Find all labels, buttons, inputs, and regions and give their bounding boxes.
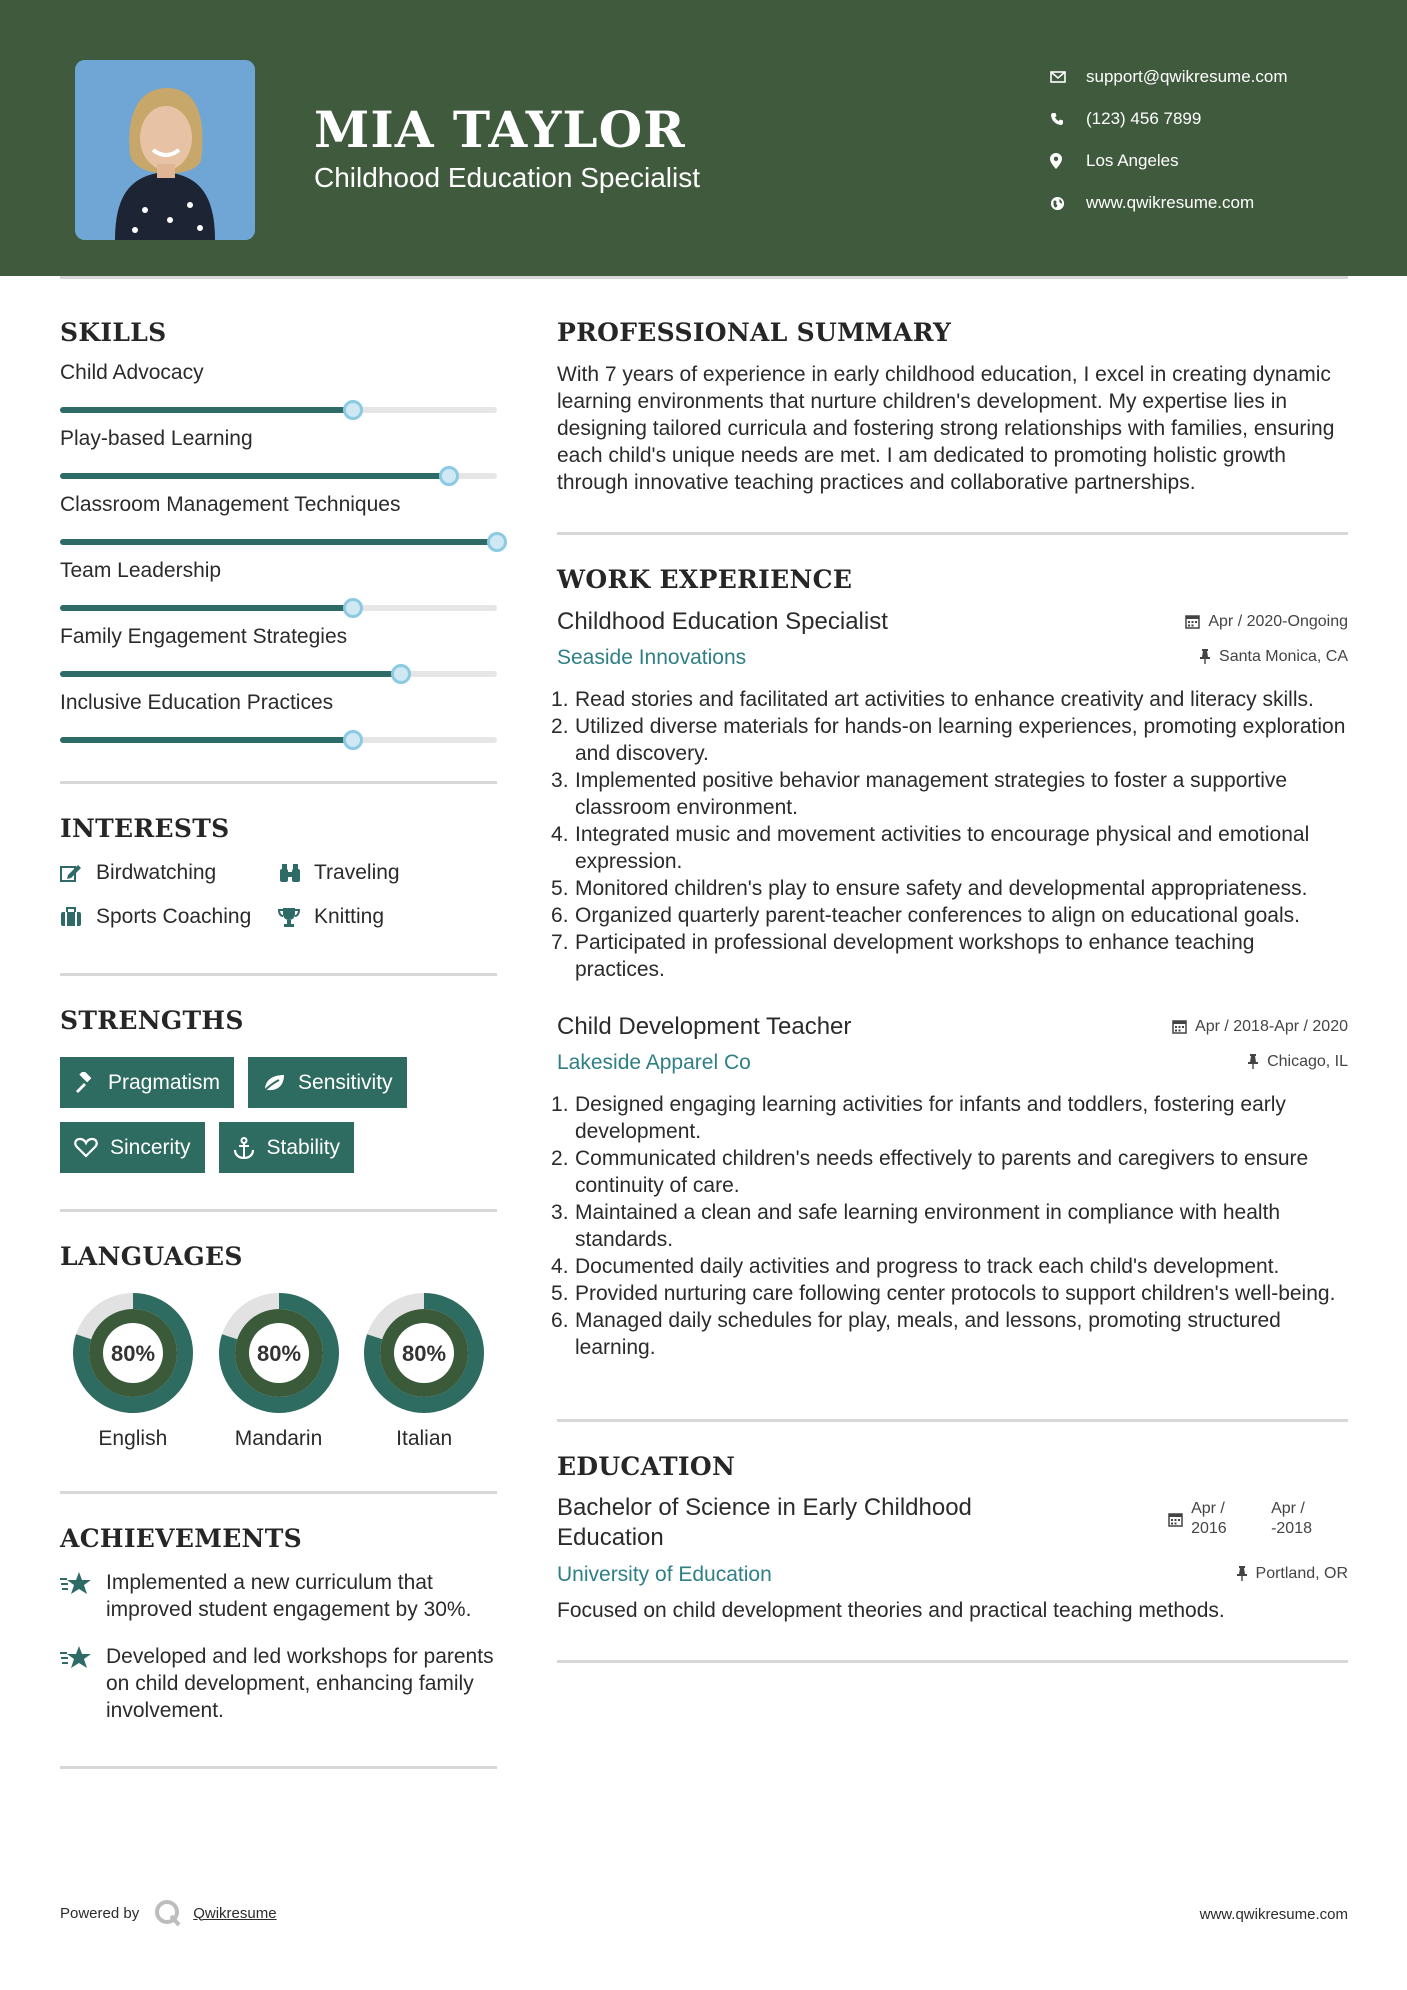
job-bullet: Implemented positive behavior management strategies to foster a supportive classroom environment. xyxy=(575,769,1288,819)
language-item xyxy=(351,1293,497,1451)
education-date-end-year: -2018 xyxy=(1271,1520,1312,1537)
contact-location-text: Los Angeles xyxy=(1086,151,1179,170)
skills-section xyxy=(60,318,497,743)
contact-location xyxy=(1050,140,1288,182)
education-date-start-year: 2016 xyxy=(1191,1520,1227,1537)
skill-bar-fill xyxy=(60,473,449,479)
work-section xyxy=(557,565,1348,1361)
skill-bar-handle xyxy=(343,400,363,420)
language-name: Mandarin xyxy=(234,1427,323,1450)
company-name: Seaside Innovations xyxy=(557,646,747,669)
interest-item xyxy=(278,861,497,885)
degree-title-line: Education xyxy=(557,1524,664,1551)
job-bullet: Provided nurturing care following center protocols to support children's well-being. xyxy=(575,1282,1336,1305)
job-bullet: Designed engaging learning activities for infants and toddlers, fostering early development. xyxy=(575,1093,1286,1143)
skill-bar-handle xyxy=(391,664,411,684)
section-divider xyxy=(60,1766,497,1769)
achievements-section xyxy=(60,1524,497,1724)
trophy-icon xyxy=(278,907,314,927)
footer-powered-by xyxy=(60,1898,277,1928)
mail-icon xyxy=(1050,71,1086,83)
achievement-text: Implemented a new curriculum that improved student engagement by 30%. xyxy=(106,1571,472,1621)
powered-by-label: Powered by xyxy=(60,1904,140,1922)
strength-label: Pragmatism xyxy=(108,1070,221,1094)
star-award-icon xyxy=(60,1643,106,1724)
achievements-heading: ACHIEVEMENTS xyxy=(60,1524,302,1553)
left-column xyxy=(60,318,497,1769)
briefcase-icon xyxy=(60,907,96,927)
skill-item xyxy=(60,691,497,743)
education-description: Focused on child development theories and practical teaching methods. xyxy=(557,1599,1225,1622)
strength-tag xyxy=(219,1122,355,1173)
skill-bar xyxy=(60,605,497,611)
strengths-heading: STRENGTHS xyxy=(60,1006,244,1035)
language-proficiency-ring xyxy=(219,1293,339,1413)
interest-label: Birdwatching xyxy=(96,861,217,884)
skills-heading: SKILLS xyxy=(60,318,167,347)
pushpin-icon xyxy=(1236,1566,1248,1581)
skill-bar-fill xyxy=(60,539,497,545)
strength-tag xyxy=(60,1057,234,1108)
job-bullets xyxy=(557,1091,1348,1361)
achievement-text: Developed and led workshops for parents on child development, enhancing family involvement. xyxy=(106,1645,494,1722)
interest-label: Sports Coaching xyxy=(96,905,252,928)
section-divider xyxy=(557,1419,1348,1422)
contact-website-text: www.qwikresume.com xyxy=(1086,193,1255,212)
contact-website[interactable] xyxy=(1050,182,1288,224)
interest-item xyxy=(278,905,497,929)
strength-label: Sincerity xyxy=(110,1135,191,1159)
strengths-section xyxy=(60,1006,497,1173)
education-date-end: Apr / xyxy=(1271,1500,1305,1517)
job-location xyxy=(1199,648,1348,666)
job-bullet: Maintained a clean and safe learning environment in compliance with health standards. xyxy=(575,1201,1281,1251)
job-date-text: Apr / 2018-Apr / 2020 xyxy=(1195,1017,1348,1035)
profile-photo xyxy=(75,60,255,240)
interests-heading: INTERESTS xyxy=(60,814,230,843)
qwikresume-link[interactable]: Qwikresume xyxy=(193,1904,277,1922)
section-divider xyxy=(60,1209,497,1212)
job-location xyxy=(1247,1053,1348,1071)
star-award-icon xyxy=(60,1569,106,1623)
contact-phone[interactable] xyxy=(1050,98,1288,140)
skill-label: Child Advocacy xyxy=(60,361,204,384)
school-name: University of Education xyxy=(557,1563,772,1586)
skill-bar-handle xyxy=(487,532,507,552)
degree-title xyxy=(557,1493,972,1553)
job-date xyxy=(1185,613,1348,631)
gavel-icon xyxy=(74,1072,96,1094)
skill-bar-handle xyxy=(439,466,459,486)
language-percent: 80% xyxy=(110,1341,155,1366)
language-percent: 80% xyxy=(402,1341,447,1366)
strength-label: Sensitivity xyxy=(298,1070,393,1094)
skill-bar-fill xyxy=(60,671,401,677)
globe-icon xyxy=(1050,196,1086,211)
skill-item xyxy=(60,427,497,479)
resume-header xyxy=(0,0,1407,276)
summary-heading: PROFESSIONAL SUMMARY xyxy=(557,318,952,347)
job-bullet: Managed daily schedules for play, meals, and lessons, promoting structured learning. xyxy=(575,1309,1281,1359)
strengths-list xyxy=(60,1057,497,1173)
job-location-text: Chicago, IL xyxy=(1267,1052,1348,1070)
language-proficiency-ring xyxy=(364,1293,484,1413)
job-bullet: Participated in professional development workshops to enhance teaching practices. xyxy=(575,931,1255,981)
contact-email-text: support@qwikresume.com xyxy=(1086,67,1288,86)
skill-item xyxy=(60,559,497,611)
strength-tag xyxy=(60,1122,205,1173)
candidate-title: Childhood Education Specialist xyxy=(314,162,701,193)
section-divider xyxy=(557,1660,1348,1663)
contact-list xyxy=(1050,56,1288,224)
contact-email[interactable] xyxy=(1050,56,1288,98)
summary-section xyxy=(557,318,1348,496)
job-bullet: Communicated children's needs effectively to parents and caregivers to ensure continuity of care. xyxy=(575,1147,1309,1197)
edit-icon xyxy=(60,863,96,883)
pushpin-icon xyxy=(1247,1054,1259,1069)
skill-bar xyxy=(60,737,497,743)
skill-bar-handle xyxy=(343,598,363,618)
skill-bar xyxy=(60,407,497,413)
contact-phone-text: (123) 456 7899 xyxy=(1086,109,1202,128)
anchor-icon xyxy=(233,1137,255,1159)
skills-list xyxy=(60,361,497,743)
language-item xyxy=(206,1293,352,1451)
skill-bar-fill xyxy=(60,407,353,413)
degree-title-line: Bachelor of Science in Early Childhood xyxy=(557,1494,972,1521)
education-heading: EDUCATION xyxy=(557,1452,736,1481)
pushpin-icon xyxy=(1199,649,1211,664)
company-name: Lakeside Apparel Co xyxy=(557,1051,751,1074)
job-title: Child Development Teacher xyxy=(557,1013,852,1040)
skill-bar xyxy=(60,671,497,677)
education-section xyxy=(557,1452,1348,1624)
job-date-text: Apr / 2020-Ongoing xyxy=(1208,612,1348,630)
job-entry xyxy=(557,1013,1348,1361)
skill-label: Team Leadership xyxy=(60,559,222,582)
skill-label: Inclusive Education Practices xyxy=(60,691,334,714)
strength-tag xyxy=(248,1057,407,1108)
achievement-item xyxy=(60,1643,497,1724)
skill-label: Play-based Learning xyxy=(60,427,253,450)
section-divider xyxy=(60,1491,497,1494)
candidate-name: MIA TAYLOR xyxy=(314,100,686,159)
job-date xyxy=(1172,1018,1348,1036)
interest-label: Knitting xyxy=(314,905,385,928)
interest-label: Traveling xyxy=(314,861,400,884)
section-divider xyxy=(60,781,497,784)
language-item xyxy=(60,1293,206,1451)
languages-section xyxy=(60,1242,497,1451)
job-title: Childhood Education Specialist xyxy=(557,608,888,635)
skill-bar xyxy=(60,473,497,479)
calendar-icon xyxy=(1168,1512,1183,1527)
languages-list xyxy=(60,1293,497,1451)
language-proficiency-ring xyxy=(73,1293,193,1413)
summary-text: With 7 years of experience in early childhood education, I excel in creating dynamic learning environments that nurture children's development. My expertise lies in designing tailored curricula and fostering strong relationships with families, ensuring each child's unique needs are met. I am dedicated to promoting holistic growth through innovative teaching practices and collaborative partnerships. xyxy=(557,363,1335,494)
interest-item xyxy=(60,861,278,885)
education-date-start: Apr / xyxy=(1191,1500,1225,1517)
skill-label: Family Engagement Strategies xyxy=(60,625,348,648)
achievement-item xyxy=(60,1569,497,1623)
heart-icon xyxy=(74,1137,98,1158)
qwikresume-logo-icon xyxy=(153,1898,183,1928)
job-bullet: Read stories and facilitated art activities to enhance creativity and literacy skills. xyxy=(575,688,1314,711)
language-name: English xyxy=(98,1427,168,1450)
phone-icon xyxy=(1050,112,1086,126)
section-divider xyxy=(557,532,1348,535)
skill-bar-fill xyxy=(60,737,353,743)
skill-item xyxy=(60,625,497,677)
interests-list xyxy=(60,861,497,929)
job-bullet: Documented daily activities and progress to track each child's development. xyxy=(575,1255,1280,1278)
person-portrait-icon xyxy=(75,60,255,240)
section-divider xyxy=(60,973,497,976)
work-heading: WORK EXPERIENCE xyxy=(557,565,853,594)
job-bullets xyxy=(557,686,1348,983)
strength-label: Stability xyxy=(266,1135,341,1159)
skill-bar-handle xyxy=(343,730,363,750)
header-divider xyxy=(60,276,1348,279)
school-location-text: Portland, OR xyxy=(1255,1564,1348,1582)
location-pin-icon xyxy=(1050,153,1086,169)
calendar-icon xyxy=(1172,1019,1187,1034)
skill-bar xyxy=(60,539,497,545)
binoculars-icon xyxy=(278,863,314,883)
leaf-icon xyxy=(262,1073,286,1093)
calendar-icon xyxy=(1185,614,1200,629)
interest-item xyxy=(60,905,278,929)
job-bullet: Monitored children's play to ensure safety and developmental appropriateness. xyxy=(575,877,1308,900)
job-bullet: Integrated music and movement activities to encourage physical and emotional expression. xyxy=(575,823,1310,873)
job-bullet: Utilized diverse materials for hands-on learning experiences, promoting exploration and discovery. xyxy=(575,715,1346,765)
skill-item xyxy=(60,493,497,545)
skill-item xyxy=(60,361,497,413)
languages-heading: LANGUAGES xyxy=(60,1242,243,1271)
language-percent: 80% xyxy=(256,1341,301,1366)
job-entry xyxy=(557,608,1348,983)
job-location-text: Santa Monica, CA xyxy=(1219,647,1348,665)
school-location xyxy=(1236,1565,1348,1583)
education-date xyxy=(1168,1493,1348,1545)
skill-bar-fill xyxy=(60,605,353,611)
footer-website[interactable]: www.qwikresume.com xyxy=(1199,1906,1348,1923)
language-name: Italian xyxy=(396,1427,453,1450)
skill-label: Classroom Management Techniques xyxy=(60,493,401,516)
interests-section xyxy=(60,814,497,929)
right-column xyxy=(557,318,1348,1663)
job-bullet: Organized quarterly parent-teacher conferences to align on educational goals. xyxy=(575,904,1300,927)
